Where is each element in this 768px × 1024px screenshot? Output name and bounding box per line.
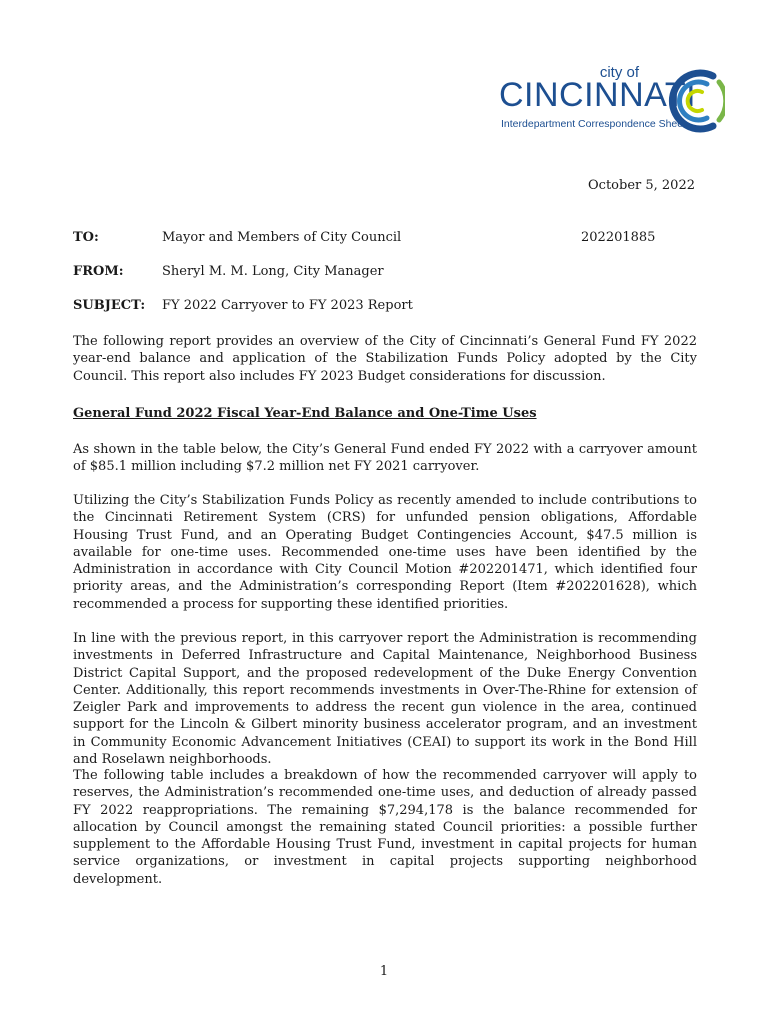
section-heading: General Fund 2022 Fiscal Year-End Balance and One-Time Uses: [73, 406, 537, 421]
logo-tagline: Interdepartment Correspondence Sheet: [501, 118, 687, 130]
subject-value: FY 2022 Carryover to FY 2023 Report: [162, 298, 413, 313]
from-label: FROM:: [73, 264, 124, 279]
subject-label: SUBJECT:: [73, 298, 146, 313]
to-label: TO:: [73, 230, 99, 245]
intro-paragraph: The following report provides an overview of the City of Cincinnati’s General Fund FY 2022 year-end balance and application of the Stabilization Funds Policy adopted by the City Council. This report also includes FY 2023 Budget considerations for discussion.: [73, 334, 697, 384]
logo-city-of: city of: [599, 64, 639, 81]
paragraph-table-intro: The following table includes a breakdown of how the recommended carryover will apply to reserves, the Administration’s recommended one-time uses, and deduction of already passed FY 2022 reappropriations. The remaining $7,294,178 is the balance recommended for allocation by Council amongst the remaining stated Council priorities: a possible further supplement to the Affordable Housing Trust Fund, investment in capital projects for human service organizations, or investment in capital projects supporting neighborhood development.: [73, 768, 697, 887]
paragraph-stabilization: Utilizing the City’s Stabilization Funds Policy as recently amended to include contributions to the Cincinnati Retirement System (CRS) for unfunded pension obligations, Affordable Housing Trust Fund, and an Operating Budget Contingencies Account, $47.5 million is available for one-time uses. Recommended one-time uses have been identified by the Administration in accordance with City Council Motion #202201471, which identified four priority areas, and the Administration’s corresponding Report (Item #202201628), which recommended a process for supporting these identified priorities.: [73, 493, 697, 612]
from-value: Sheryl M. M. Long, City Manager: [162, 264, 384, 279]
memo-date: October 5, 2022: [588, 178, 695, 193]
logo-name: CINCINNATI: [499, 76, 697, 114]
to-value: Mayor and Members of City Council: [162, 230, 402, 245]
paragraph-investments: In line with the previous report, in this carryover report the Administration is recommending investments in Deferred Infrastructure and Capital Maintenance, Neighborhood Business District Capital Support, and the proposed redevelopment of the Duke Energy Convention Center. Additionally, this report recommends investments in Over-The-Rhine for extension of Zeigler Park and improvements to address the recent gun violence in the area, continued support for the Lincoln & Gilbert minority business accelerator program, and an investment in Community Economic Advancement Initiatives (CEAI) to support its work in the Bond Hill and Roselawn neighborhoods.: [73, 631, 697, 768]
city-logo: [495, 62, 725, 140]
paragraph-carryover: As shown in the table below, the City’s General Fund ended FY 2022 with a carryover amount of $85.1 million including $7.2 million net FY 2021 carryover.: [73, 442, 697, 475]
cincinnati-swirl-icon: [663, 62, 725, 140]
page-number: 1: [379, 964, 389, 979]
doc-number: 202201885: [581, 230, 656, 245]
